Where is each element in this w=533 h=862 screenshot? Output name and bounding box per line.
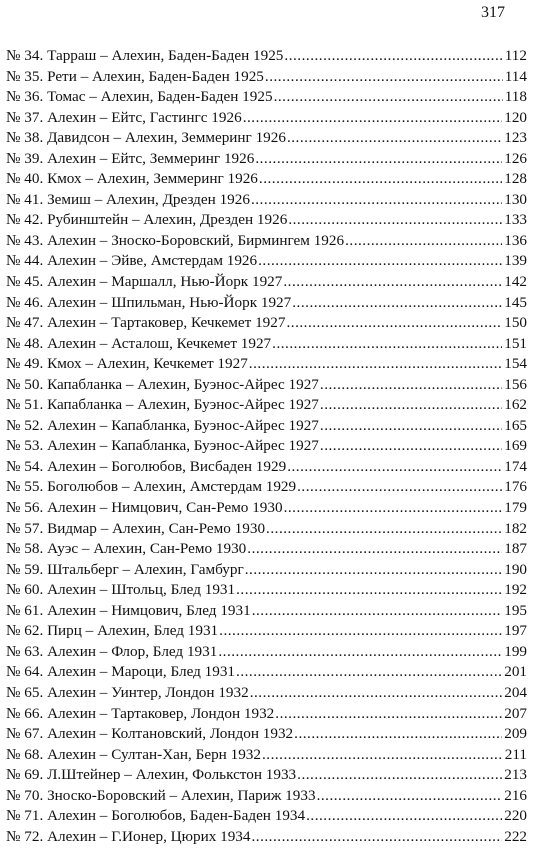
toc-entry-page: 192 xyxy=(504,581,527,599)
toc-dot-leader xyxy=(236,662,502,683)
toc-entry-title: № 43. Алехин – Зноско-Боровский, Бирмингем 1926 xyxy=(6,231,345,249)
toc-entry xyxy=(6,539,527,560)
toc-entry-title: № 69. Л.Штейнер – Алехин, Фолькстон 1933 xyxy=(6,766,297,784)
toc-dot-leader xyxy=(262,745,503,766)
toc-dot-leader xyxy=(219,621,502,642)
toc-entry-title: № 64. Алехин – Мароци, Блед 1931 xyxy=(6,663,236,681)
toc-dot-leader xyxy=(258,251,502,272)
toc-entry-page: 112 xyxy=(504,47,527,64)
toc-entry-page: 151 xyxy=(504,334,527,352)
toc-entry xyxy=(6,724,527,745)
toc-dot-leader xyxy=(320,395,502,416)
toc-entry-title: № 36. Томас – Алехин, Баден-Баден 1925 xyxy=(6,88,273,106)
toc-dot-leader xyxy=(345,231,502,252)
toc-dot-leader xyxy=(247,539,502,560)
toc-dot-leader xyxy=(287,128,502,149)
toc-entry xyxy=(6,745,527,766)
toc-dot-leader xyxy=(255,149,502,170)
toc-entry xyxy=(6,67,527,88)
toc-entry-title: № 72. Алехин – Г.Ионер, Цюрих 1934 xyxy=(6,827,251,845)
toc-entry-title: № 45. Алехин – Маршалл, Нью-Йорк 1927 xyxy=(6,273,283,291)
toc-dot-leader xyxy=(265,67,503,88)
toc-dot-leader xyxy=(251,190,502,211)
toc-entry xyxy=(6,354,527,375)
toc-entry-page: 118 xyxy=(504,88,527,106)
toc-entry xyxy=(6,375,527,396)
toc-dot-leader xyxy=(306,806,502,827)
toc-dot-leader xyxy=(320,375,502,396)
toc-dot-leader xyxy=(320,436,502,457)
toc-dot-leader xyxy=(218,642,502,663)
toc-dot-leader xyxy=(297,765,502,786)
toc-entry xyxy=(6,580,527,601)
toc-dot-leader xyxy=(266,519,502,540)
toc-dot-leader xyxy=(283,272,502,293)
toc-entry-page: 133 xyxy=(504,211,527,229)
toc-entry-title: № 35. Рети – Алехин, Баден-Баден 1925 xyxy=(6,67,264,85)
toc-dot-leader xyxy=(275,704,502,725)
toc-dot-leader xyxy=(249,354,502,375)
toc-entry-title: № 61. Алехин – Нимцович, Блед 1931 xyxy=(6,601,251,619)
toc-entry xyxy=(6,128,527,149)
toc-entry-page: 128 xyxy=(504,170,527,188)
toc-entry xyxy=(6,621,527,642)
toc-entry xyxy=(6,231,527,252)
toc-entry-page: 207 xyxy=(504,704,527,722)
toc-dot-leader xyxy=(252,601,503,622)
toc-entry-title: № 44. Алехин – Эйве, Амстердам 1926 xyxy=(6,252,258,270)
toc-entry-page: 187 xyxy=(504,540,527,558)
toc-entry xyxy=(6,498,527,519)
toc-entry-title: № 56. Алехин – Нимцович, Сан-Ремо 1930 xyxy=(6,499,283,517)
toc-entry-title: № 59. Штальберг – Алехин, Гамбург xyxy=(6,560,244,578)
toc-entry-page: 142 xyxy=(504,273,527,291)
toc-entry xyxy=(6,210,527,231)
toc-entry xyxy=(6,806,527,827)
toc-entry xyxy=(6,457,527,478)
toc-entry-page: 209 xyxy=(504,725,527,743)
toc-entry-title: № 34. Тарраш – Алехин, Баден-Баден 1925 xyxy=(6,47,284,64)
toc-entry-page: 136 xyxy=(504,231,527,249)
toc-entry-title: № 60. Алехин – Штольц, Блед 1931 xyxy=(6,581,236,599)
toc-entry-page: 126 xyxy=(504,149,527,167)
toc-entry-title: № 66. Алехин – Тартаковер, Лондон 1932 xyxy=(6,704,275,722)
toc-entry xyxy=(6,683,527,704)
toc-dot-leader xyxy=(274,87,503,108)
toc-dot-leader xyxy=(317,786,503,807)
toc-entry xyxy=(6,334,527,355)
toc-dot-leader xyxy=(250,683,503,704)
toc-entry xyxy=(6,313,527,334)
toc-dot-leader xyxy=(297,477,502,498)
toc-entry-page: 174 xyxy=(504,457,527,475)
toc-dot-leader xyxy=(259,169,502,190)
toc-entry xyxy=(6,416,527,437)
toc-entry-title: № 38. Давидсон – Алехин, Земмеринг 1926 xyxy=(6,129,286,147)
toc-entry xyxy=(6,827,527,848)
toc-entry-page: 150 xyxy=(504,314,527,332)
toc-entry xyxy=(6,46,527,67)
toc-entry-page: 216 xyxy=(504,786,527,804)
toc-entry-page: 220 xyxy=(504,807,527,825)
toc-entry-page: 213 xyxy=(504,766,527,784)
toc-dot-leader xyxy=(287,457,502,478)
toc-dot-leader xyxy=(292,293,502,314)
toc-entry-title: № 51. Капабланка – Алехин, Буэнос-Айрес 1927 xyxy=(6,396,319,414)
table-of-contents xyxy=(6,46,527,847)
toc-entry-page: 211 xyxy=(504,745,527,763)
toc-entry-page: 165 xyxy=(504,416,527,434)
page-number: 317 xyxy=(481,4,505,21)
toc-entry-title: № 52. Алехин – Капабланка, Буэнос-Айрес 1927 xyxy=(6,416,319,434)
toc-entry-title: № 65. Алехин – Уинтер, Лондон 1932 xyxy=(6,683,249,701)
toc-entry-title: № 58. Ауэс – Алехин, Сан-Ремо 1930 xyxy=(6,540,247,558)
toc-entry-page: 169 xyxy=(504,437,527,455)
toc-entry-page: 201 xyxy=(504,663,527,681)
toc-entry xyxy=(6,272,527,293)
toc-entry xyxy=(6,395,527,416)
toc-dot-leader xyxy=(284,46,502,67)
toc-entry-title: № 50. Капабланка – Алехин, Буэнос-Айрес 1927 xyxy=(6,375,319,393)
toc-entry-title: № 55. Боголюбов – Алехин, Амстердам 1929 xyxy=(6,478,297,496)
toc-entry-title: № 47. Алехин – Тартаковер, Кечкемет 1927 xyxy=(6,314,286,332)
toc-entry-page: 204 xyxy=(504,683,527,701)
toc-entry xyxy=(6,190,527,211)
toc-dot-leader xyxy=(236,580,502,601)
toc-entry xyxy=(6,704,527,725)
toc-entry xyxy=(6,87,527,108)
toc-entry-page: 120 xyxy=(504,108,527,126)
toc-entry xyxy=(6,786,527,807)
toc-dot-leader xyxy=(272,334,502,355)
toc-entry xyxy=(6,477,527,498)
toc-entry-title: № 37. Алехин – Ейтс, Гастингс 1926 xyxy=(6,108,242,126)
toc-entry-page: 222 xyxy=(504,827,527,845)
toc-entry xyxy=(6,436,527,457)
toc-entry-title: № 70. Зноско-Боровский – Алехин, Париж 1933 xyxy=(6,786,316,804)
toc-entry-title: № 41. Земиш – Алехин, Дрезден 1926 xyxy=(6,190,250,208)
toc-entry-page: 156 xyxy=(504,375,527,393)
toc-entry-page: 145 xyxy=(504,293,527,311)
toc-entry-page: 190 xyxy=(504,560,527,578)
toc-entry-page: 195 xyxy=(504,601,527,619)
toc-entry xyxy=(6,251,527,272)
toc-entry xyxy=(6,765,527,786)
toc-entry-title: № 40. Кмох – Алехин, Земмеринг 1926 xyxy=(6,170,258,188)
toc-entry xyxy=(6,149,527,170)
toc-entry-page: 179 xyxy=(504,499,527,517)
toc-entry xyxy=(6,108,527,129)
toc-entry-page: 182 xyxy=(504,519,527,537)
toc-entry-title: № 67. Алехин – Колтановский, Лондон 1932 xyxy=(6,725,294,743)
toc-dot-leader xyxy=(286,313,502,334)
toc-entry xyxy=(6,662,527,683)
toc-entry-title: № 42. Рубинштейн – Алехин, Дрезден 1926 xyxy=(6,211,288,229)
toc-dot-leader xyxy=(320,416,502,437)
toc-entry-page: 199 xyxy=(504,642,527,660)
toc-dot-leader xyxy=(251,827,502,848)
toc-entry xyxy=(6,169,527,190)
toc-entry-page: 123 xyxy=(504,129,527,147)
toc-entry xyxy=(6,642,527,663)
toc-dot-leader xyxy=(294,724,502,745)
toc-entry-title: № 57. Видмар – Алехин, Сан-Ремо 1930 xyxy=(6,519,266,537)
toc-entry-title: № 46. Алехин – Шпильман, Нью-Йорк 1927 xyxy=(6,293,292,311)
toc-entry-title: № 49. Кмох – Алехин, Кечкемет 1927 xyxy=(6,355,248,373)
toc-entry xyxy=(6,601,527,622)
toc-dot-leader xyxy=(245,560,502,581)
toc-entry xyxy=(6,560,527,581)
toc-entry-title: № 54. Алехин – Боголюбов, Висбаден 1929 xyxy=(6,457,287,475)
toc-entry-page: 154 xyxy=(504,355,527,373)
toc-dot-leader xyxy=(284,498,503,519)
toc-dot-leader xyxy=(288,210,502,231)
toc-entry-title: № 48. Алехин – Асталош, Кечкемет 1927 xyxy=(6,334,272,352)
toc-dot-leader xyxy=(243,108,503,129)
toc-entry-title: № 53. Алехин – Капабланка, Буэнос-Айрес 1927 xyxy=(6,437,319,455)
toc-entry-page: 176 xyxy=(504,478,527,496)
toc-entry-title: № 39. Алехин – Ейтс, Земмеринг 1926 xyxy=(6,149,255,167)
toc-entry-page: 130 xyxy=(504,190,527,208)
toc-entry xyxy=(6,293,527,314)
toc-entry-page: 162 xyxy=(504,396,527,414)
toc-entry-title: № 62. Пирц – Алехин, Блед 1931 xyxy=(6,622,219,640)
toc-entry-page: 114 xyxy=(504,67,527,85)
toc-entry-title: № 71. Алехин – Боголюбов, Баден-Баден 1934 xyxy=(6,807,306,825)
toc-entry-title: № 68. Алехин – Султан-Хан, Берн 1932 xyxy=(6,745,261,763)
toc-entry xyxy=(6,519,527,540)
toc-entry-title: № 63. Алехин – Флор, Блед 1931 xyxy=(6,642,218,660)
toc-entry-page: 139 xyxy=(504,252,527,270)
toc-entry-page: 197 xyxy=(504,622,527,640)
